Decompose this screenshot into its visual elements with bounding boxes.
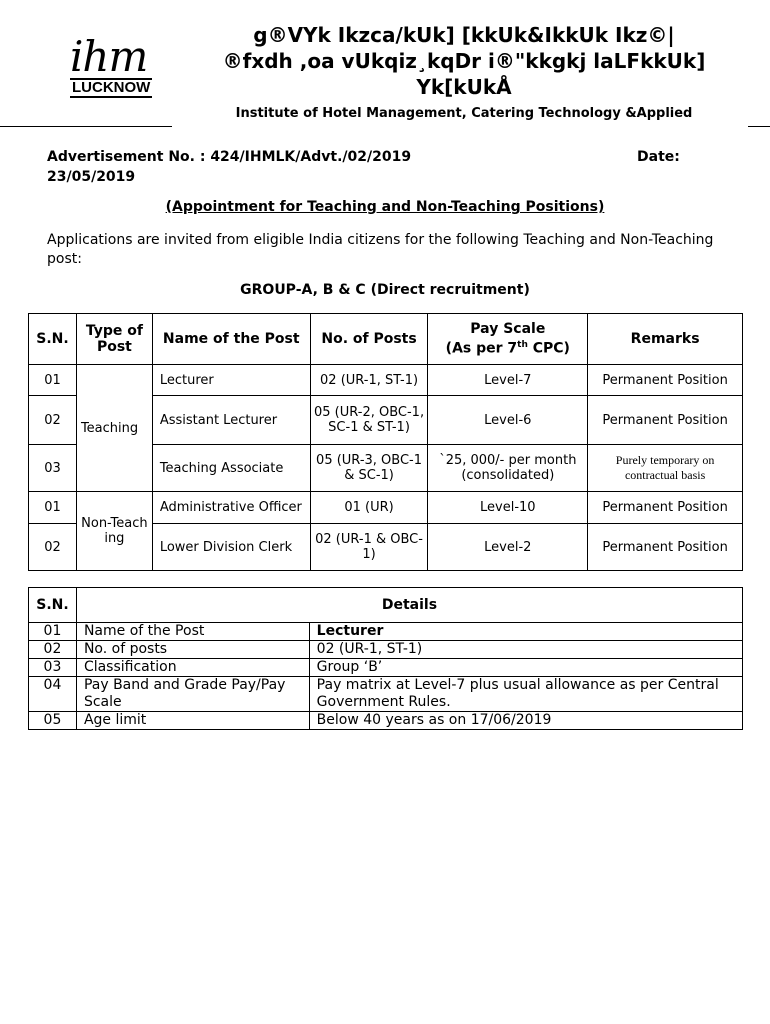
row-sn: 02 bbox=[29, 524, 77, 571]
date-value: 23/05/2019 bbox=[47, 169, 136, 185]
row-remarks: Permanent Position bbox=[588, 396, 743, 445]
appointment-heading: (Appointment for Teaching and Non-Teaching Positions) bbox=[165, 199, 605, 215]
details-header-row bbox=[29, 588, 743, 623]
row-name: Lecturer bbox=[152, 365, 310, 396]
positions-table bbox=[28, 313, 743, 571]
header-pay-c: CPC) bbox=[527, 340, 570, 357]
header-type: Type of Post bbox=[76, 314, 152, 365]
detail-label: Name of the Post bbox=[76, 623, 309, 641]
logo-glyphs: ihm bbox=[70, 32, 148, 81]
header-remarks: Remarks bbox=[588, 314, 743, 365]
ihm-logo bbox=[66, 34, 176, 100]
row-pay: Level-10 bbox=[428, 492, 588, 524]
table-row bbox=[29, 677, 743, 712]
row-remarks: Permanent Position bbox=[588, 365, 743, 396]
detail-value: Lecturer bbox=[309, 623, 742, 641]
row-remarks: Purely temporary on contractual basis bbox=[588, 445, 743, 492]
row-posts: 01 (UR) bbox=[310, 492, 428, 524]
detail-value: Pay matrix at Level-7 plus usual allowance as per Central Government Rules. bbox=[309, 677, 742, 712]
detail-value: 02 (UR-1, ST-1) bbox=[309, 641, 742, 659]
institute-subtitle: Institute of Hotel Management, Catering Technology &Applied bbox=[235, 106, 693, 121]
row-posts: 02 (UR-1 & OBC-1) bbox=[310, 524, 428, 571]
detail-value: Below 40 years as on 17/06/2019 bbox=[309, 712, 742, 730]
row-pay: Level-2 bbox=[428, 524, 588, 571]
detail-sn: 01 bbox=[29, 623, 77, 641]
table-row bbox=[29, 492, 743, 524]
row-name: Lower Division Clerk bbox=[152, 524, 310, 571]
group-heading: GROUP-A, B & C (Direct recruitment) bbox=[240, 282, 530, 298]
row-posts: 02 (UR-1, ST-1) bbox=[310, 365, 428, 396]
header-rule-left bbox=[0, 126, 172, 127]
header-pay-scale bbox=[428, 314, 588, 365]
detail-label: Age limit bbox=[76, 712, 309, 730]
row-pay: Level-7 bbox=[428, 365, 588, 396]
row-pay: Level-6 bbox=[428, 396, 588, 445]
row-name: Teaching Associate bbox=[152, 445, 310, 492]
advertisement-number: Advertisement No. : 424/IHMLK/Advt./02/2019 bbox=[47, 149, 412, 165]
detail-sn: 03 bbox=[29, 659, 77, 677]
row-posts: 05 (UR-3, OBC-1 & SC-1) bbox=[310, 445, 428, 492]
header-rule-right bbox=[748, 126, 770, 127]
details-header: Details bbox=[76, 588, 742, 623]
table-row bbox=[29, 623, 743, 641]
header-posts: No. of Posts bbox=[310, 314, 428, 365]
logo-city: LUCKNOW bbox=[72, 79, 151, 96]
row-sn: 01 bbox=[29, 492, 77, 524]
type-teaching: Teaching bbox=[76, 365, 152, 492]
table-row bbox=[29, 641, 743, 659]
row-pay: `25, 000/- per month (consolidated) bbox=[428, 445, 588, 492]
detail-sn: 02 bbox=[29, 641, 77, 659]
detail-value: Group ‘B’ bbox=[309, 659, 742, 677]
date-label: Date: bbox=[637, 149, 680, 165]
detail-label: Pay Band and Grade Pay/Pay Scale bbox=[76, 677, 309, 712]
row-name: Administrative Officer bbox=[152, 492, 310, 524]
title-line-1: g®VYk Ikzca/kUk] [kkUk&IkkUk Ikz©| bbox=[253, 23, 675, 47]
row-remarks: Permanent Position bbox=[588, 492, 743, 524]
institute-title bbox=[186, 22, 742, 100]
detail-sn: 04 bbox=[29, 677, 77, 712]
row-sn: 02 bbox=[29, 396, 77, 445]
header-pay-sup: th bbox=[517, 340, 528, 351]
header-sn: S.N. bbox=[29, 314, 77, 365]
row-remarks: Permanent Position bbox=[588, 524, 743, 571]
details-table bbox=[28, 587, 743, 730]
detail-label: No. of posts bbox=[76, 641, 309, 659]
title-line-3: Yk[kUkÅ bbox=[416, 75, 512, 99]
document-header bbox=[0, 0, 770, 130]
row-name: Assistant Lecturer bbox=[152, 396, 310, 445]
table-row bbox=[29, 712, 743, 730]
intro-paragraph: Applications are invited from eligible India citizens for the following Teaching and Non-Teaching post: bbox=[47, 232, 714, 267]
table-row bbox=[29, 659, 743, 677]
row-sn: 03 bbox=[29, 445, 77, 492]
row-sn: 01 bbox=[29, 365, 77, 396]
positions-header-row bbox=[29, 314, 743, 365]
detail-label: Classification bbox=[76, 659, 309, 677]
detail-sn: 05 bbox=[29, 712, 77, 730]
details-header-sn: S.N. bbox=[29, 588, 77, 623]
header-pay-a: Pay Scale bbox=[470, 321, 546, 338]
title-line-2: ®fxdh ,oa vUkqiz¸kqDr i®"kkgkj laLFkkUk] bbox=[222, 49, 706, 73]
type-non-teaching: Non-Teaching bbox=[76, 492, 152, 571]
header-pay-b: (As per 7 bbox=[445, 340, 518, 357]
advertisement-line bbox=[47, 147, 707, 187]
row-posts: 05 (UR-2, OBC-1, SC-1 & ST-1) bbox=[310, 396, 428, 445]
table-row bbox=[29, 365, 743, 396]
header-name: Name of the Post bbox=[152, 314, 310, 365]
